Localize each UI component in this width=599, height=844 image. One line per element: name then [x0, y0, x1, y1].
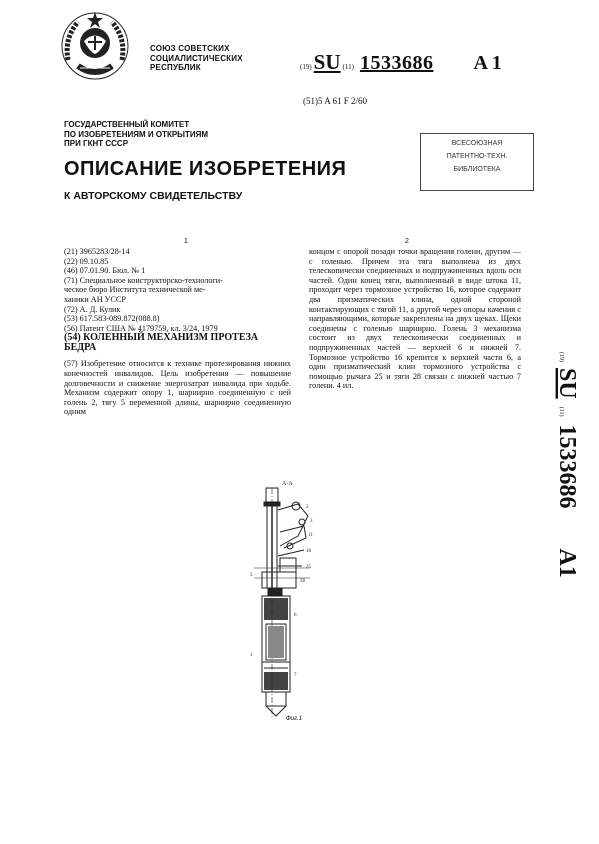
bib-field: (72) А. Д. Кулик — [64, 304, 121, 314]
svg-text:5: 5 — [250, 573, 253, 578]
svg-text:1: 1 — [250, 653, 253, 658]
side-country: SU — [554, 368, 580, 399]
svg-text:(19) SU (11) 15336 — [554, 352, 580, 578]
column-1 — [64, 247, 291, 417]
committee-line: ГОСУДАРСТВЕННЫЙ КОМИТЕТ — [64, 120, 190, 129]
org-line: РЕСПУБЛИК — [150, 63, 201, 72]
bib-field: (56) Патент США № 4179759, кл. 3/24, 1979 — [64, 323, 218, 333]
bib-field: (71) Специальное конструкторско-технологи- — [64, 275, 223, 285]
stamp-line: БИБЛИОТЕКА — [453, 166, 501, 173]
svg-text:11: 11 — [308, 533, 313, 538]
abstract-part-2: концом с опорой позади точки вращения голени, другим — с голенью. Причем эта тяга выполнена из двух телескопически соединенных и подпружиненных вдоль оси частей. Один конец тяги, выполненный в виде штока 11, проходит через тормозное устройство 16, которое содержит два призматических клина, одной стороной контактирующих с тягой 11, а другой через опоры качения с направляющими, которые закреплены на двух щеках. Щеки соединены с голенью шарнирно. Голень 3 механизма состоит из двух телескопически соединенных и подпружиненных частей — верхней 6 и нижней 7. Тормозное устройство 16 крепится к верхней части 6, а один призматический клин тормозного устройства с помощью рычага 25 и тяги 28 связан с нижней частью 7 голени. 4 ил. — [309, 247, 521, 391]
svg-text:28: 28 — [300, 579, 305, 584]
abstract-part-1: (57) Изобретение относится к технике протезирования нижних конечностей инвалидов. Цель изобретения — повышение долговечности и снижение энергозатрат инвалида при ходьбе. Механизм содержит опору 1, шарнирно соединенную с ней голень 2, тягу 5 переменной длины, шарнирно соединенную одним — [64, 359, 291, 417]
svg-text:25: 25 — [306, 565, 311, 570]
stamp-line: ПАТЕНТНО-ТЕХН. — [446, 153, 508, 160]
bib-field: ханики АН УССР — [64, 294, 126, 304]
side-kind: A1 — [554, 548, 580, 578]
bib-field: (46) 07.01.90. Бюл. № 1 — [64, 266, 146, 276]
kind-code: A 1 — [473, 52, 502, 74]
ipc-class: (51)5 A 61 F 2/60 — [303, 96, 368, 106]
svg-text:7: 7 — [294, 673, 297, 678]
figure-caption: Фиг.1 — [286, 716, 303, 722]
invention-title-cont: БЕДРА — [64, 342, 97, 354]
code-11: (11) — [342, 63, 354, 71]
side-patent-number — [538, 352, 580, 692]
knee-mechanism-drawing — [250, 476, 354, 724]
side-number: 1533686 — [554, 424, 580, 509]
patent-number: 1533686 — [359, 52, 434, 74]
ussr-emblem-icon — [58, 8, 132, 82]
committee-line: ПО ИЗОБРЕТЕНИЯМ И ОТКРЫТИЯМ — [64, 129, 209, 139]
bib-field: (21) 3965283/28-14 — [64, 247, 130, 256]
bib-field: ческое бюро Института технической ме- — [64, 285, 206, 295]
invention-title: (54) КОЛЕННЫЙ МЕХАНИЗМ ПРОТЕЗА — [64, 332, 259, 344]
org-line: СОЮЗ СОВЕТСКИХ — [150, 44, 230, 53]
country-code: SU — [313, 50, 341, 74]
document-subtitle: К АВТОРСКОМУ СВИДЕТЕЛЬСТВУ — [64, 190, 243, 202]
org-name — [150, 44, 243, 73]
committee-line: ПРИ ГКНТ СССР — [64, 139, 129, 148]
org-line: СОЦИАЛИСТИЧЕСКИХ — [150, 53, 243, 63]
section-label: А-А — [282, 481, 293, 487]
side-code-11: (11) — [558, 406, 564, 417]
stamp-line: ВСЕСОЮЗНАЯ — [451, 140, 503, 147]
svg-text:2: 2 — [306, 505, 309, 510]
bib-field: (22) 09.10.85 — [64, 256, 109, 266]
patent-number-block — [300, 50, 502, 75]
column-number-1: 1 — [184, 238, 188, 245]
svg-text:6: 6 — [294, 613, 297, 618]
committee-name — [64, 120, 208, 149]
document-title: ОПИСАНИЕ ИЗОБРЕТЕНИЯ — [64, 158, 347, 180]
code-19: (19) — [300, 63, 312, 71]
column-number-2: 2 — [405, 238, 409, 245]
library-stamp — [420, 133, 534, 191]
side-code-19: (19) — [558, 352, 564, 362]
bib-field: (53) 617.583-089.872(088.8) — [64, 314, 160, 324]
svg-text:3: 3 — [310, 519, 313, 524]
svg-text:16: 16 — [306, 549, 311, 554]
